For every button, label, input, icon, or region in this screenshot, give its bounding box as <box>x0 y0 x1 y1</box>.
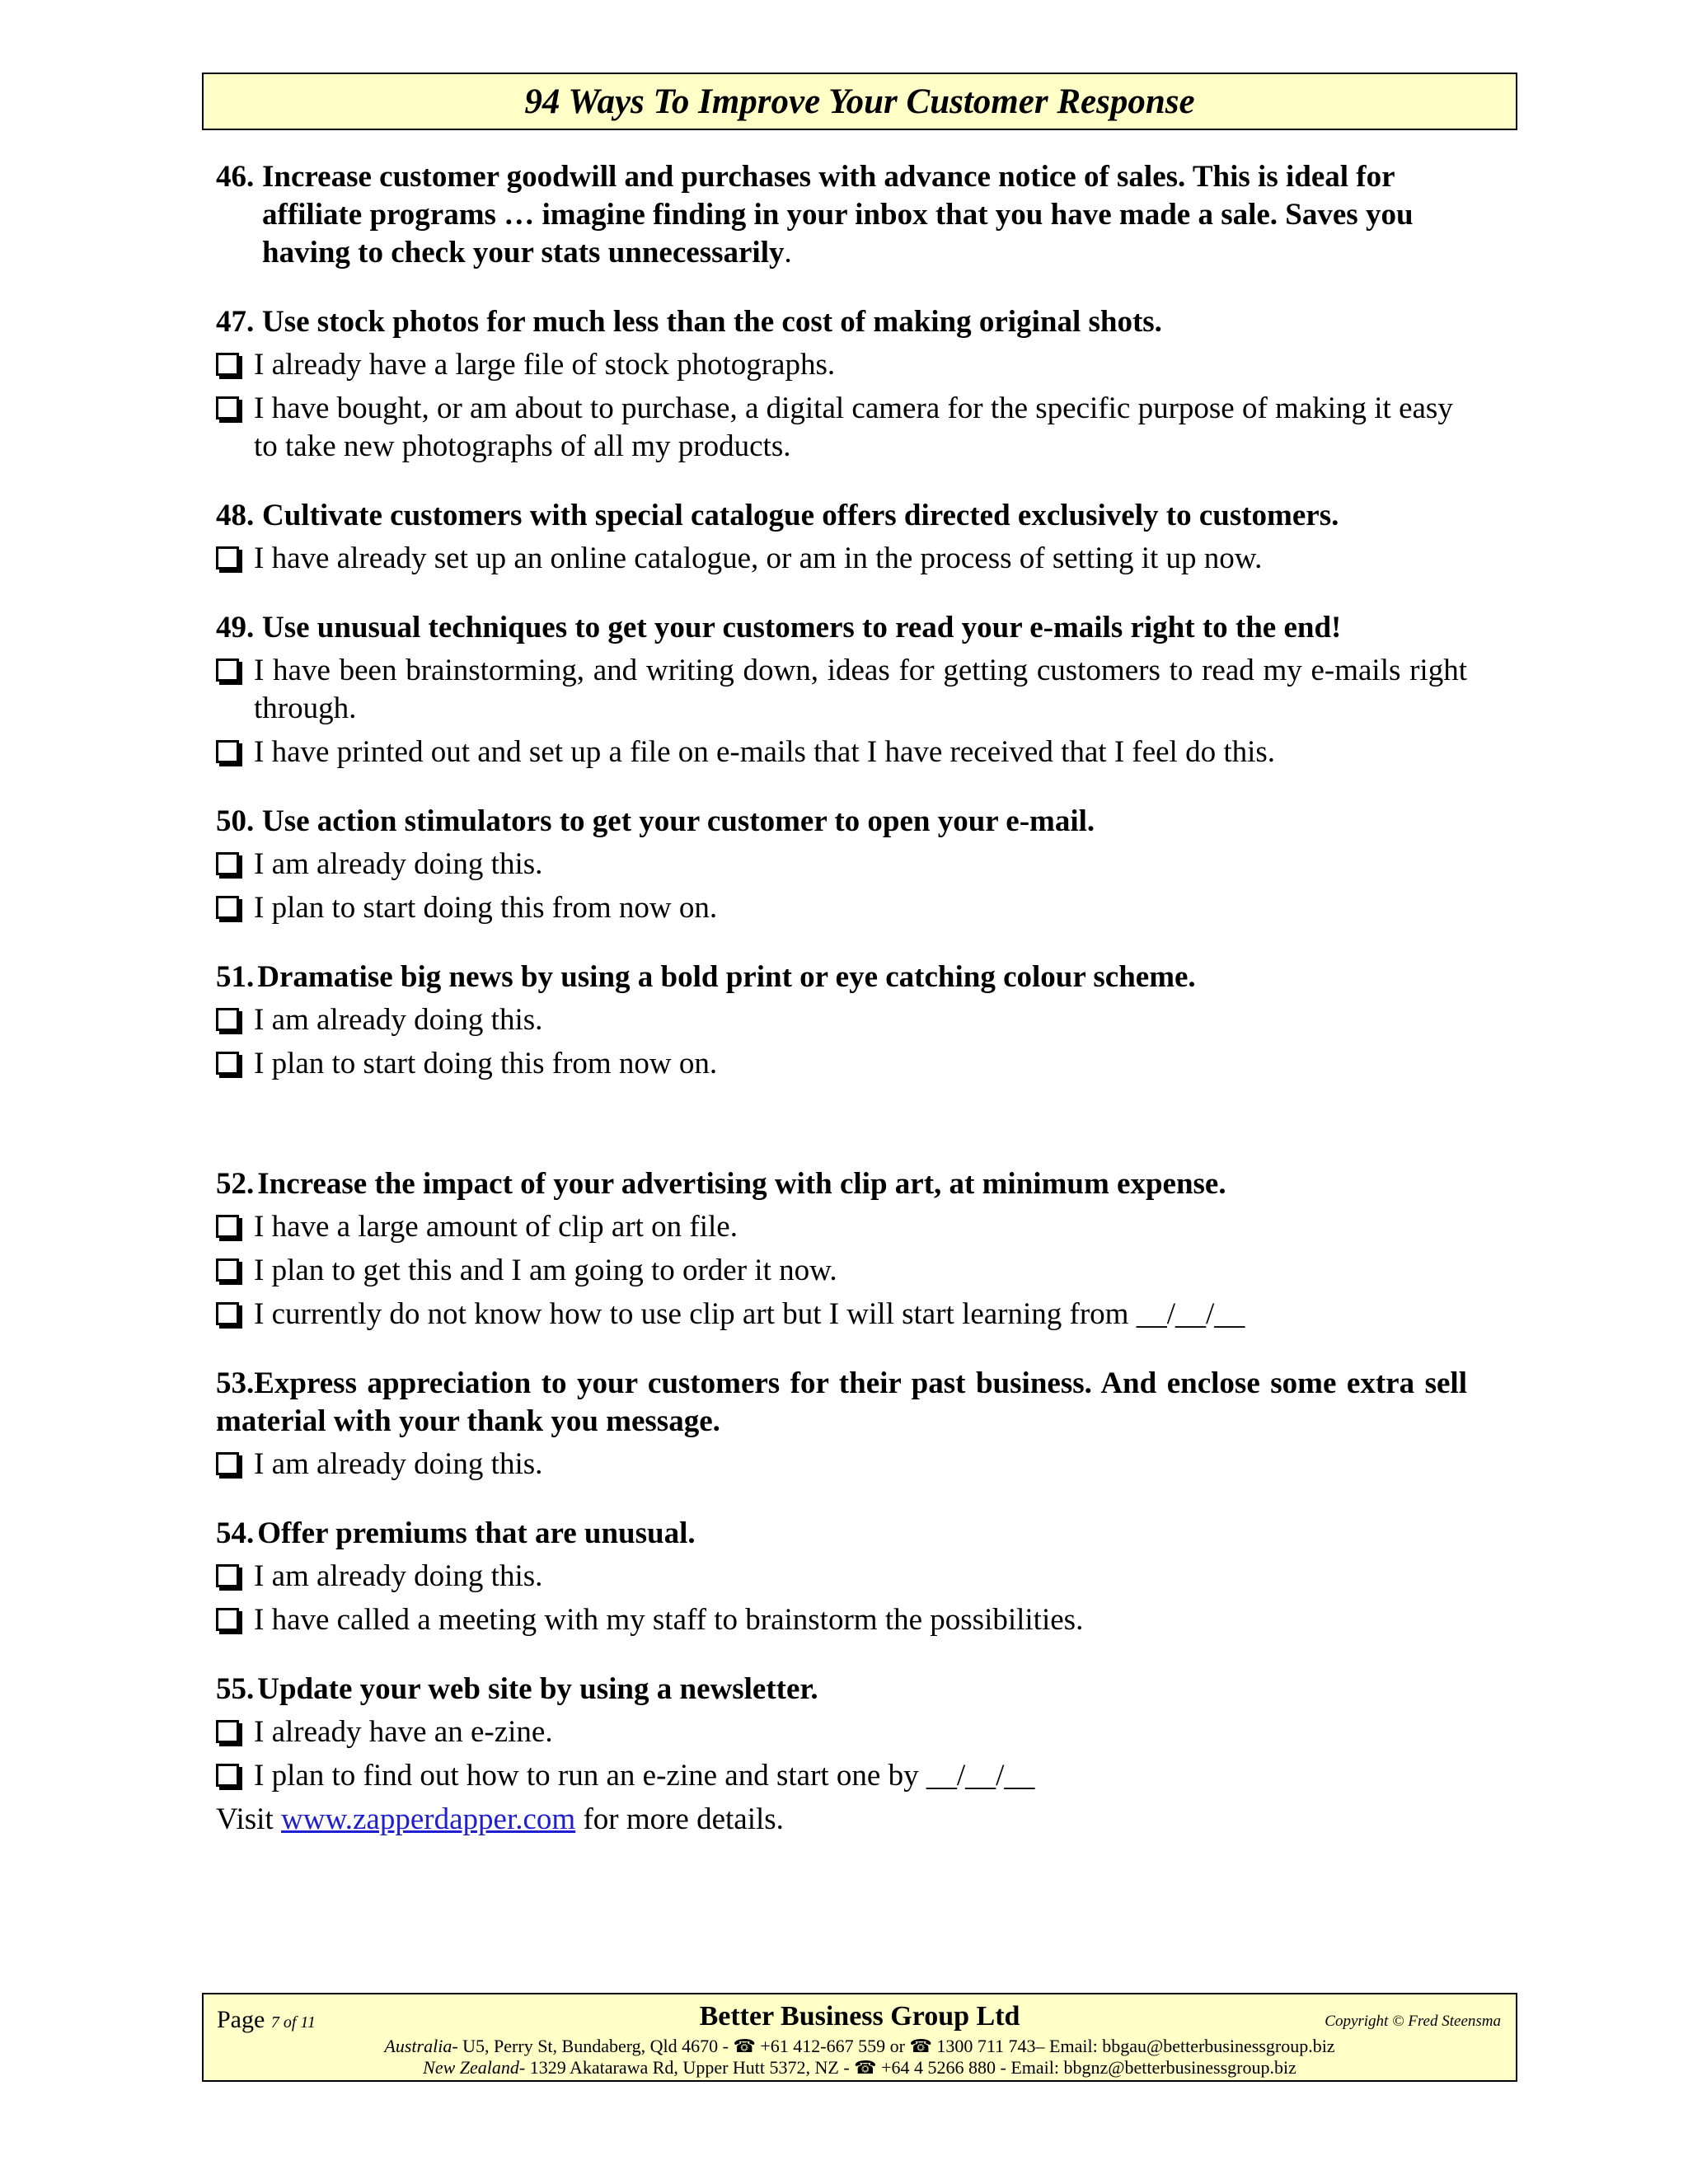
page-header <box>202 73 1517 130</box>
question-number: 48. <box>216 499 255 532</box>
section-50 <box>216 803 1467 927</box>
checklist-content <box>216 158 1467 1870</box>
page-footer <box>202 1993 1517 2082</box>
option-text: I plan to start doing this from now on. <box>254 1047 718 1080</box>
question-text: Increase customer goodwill and purchases with advance notice of sales. This is ideal for affiliate programs … imagine finding in your inbox that you have made a sale. Saves you having to check your stats unnecessarily <box>262 160 1414 269</box>
question-text: Increase the impact of your advertising with clip art, at minimum expense. <box>257 1167 1226 1201</box>
visit-line <box>216 1801 1467 1839</box>
question-number: 47. <box>216 305 255 339</box>
checkbox-option[interactable] <box>216 390 1467 466</box>
checkbox-icon[interactable] <box>216 396 239 419</box>
question <box>216 1165 1467 1203</box>
option-text: I already have a large file of stock photographs. <box>254 348 836 382</box>
question-text: Cultivate customers with special catalogue offers directed exclusively to customers. <box>262 499 1339 532</box>
option-text: I am already doing this. <box>254 1447 543 1481</box>
section-53 <box>216 1365 1467 1483</box>
checkbox-option[interactable] <box>216 846 1467 883</box>
copyright: Copyright © Fred Steensma <box>1325 2013 1501 2030</box>
checkbox-option[interactable] <box>216 540 1467 578</box>
section-51 <box>216 958 1467 1083</box>
question-text: Update your web site by using a newsletter. <box>257 1672 818 1706</box>
question-number: 54. <box>216 1516 255 1550</box>
option-text: I have printed out and set up a file on e-mails that I have received that I feel do this. <box>254 735 1276 769</box>
page-number: 7 of 11 <box>270 2013 316 2032</box>
option-text: I am already doing this. <box>254 1003 543 1037</box>
company-name: Better Business Group Ltd <box>699 2001 1020 2032</box>
section-55 <box>216 1671 1467 1839</box>
option-text: I currently do not know how to use clip art but I will start learning from __/__/__ <box>254 1297 1245 1331</box>
checkbox-option[interactable] <box>216 1558 1467 1596</box>
checkbox-icon[interactable] <box>216 1008 239 1031</box>
checkbox-icon[interactable] <box>216 1052 239 1075</box>
question-text: Offer premiums that are unusual. <box>257 1516 696 1550</box>
checkbox-option[interactable] <box>216 1208 1467 1246</box>
australia-contact <box>204 2036 1516 2057</box>
checkbox-option[interactable] <box>216 1446 1467 1483</box>
checkbox-icon[interactable] <box>216 1608 239 1631</box>
checkbox-option[interactable] <box>216 1296 1467 1333</box>
option-text: I have called a meeting with my staff to brainstorm the possibilities. <box>254 1603 1084 1637</box>
checkbox-icon[interactable] <box>216 1564 239 1587</box>
option-text: I have bought, or am about to purchase, a digital camera for the specific purpose of making it easy to take new photographs of all my products. <box>254 391 1453 463</box>
question-number: 46. <box>216 160 255 194</box>
question-number: 55. <box>216 1672 255 1706</box>
question-number: 50. <box>216 804 255 838</box>
checkbox-option[interactable] <box>216 1001 1467 1039</box>
section-48 <box>216 497 1467 578</box>
section-54 <box>216 1515 1467 1639</box>
visit-prefix: Visit <box>216 1802 281 1836</box>
checkbox-option[interactable] <box>216 1713 1467 1751</box>
option-text: I plan to start doing this from now on. <box>254 891 718 925</box>
checkbox-icon[interactable] <box>216 353 239 376</box>
website-link[interactable]: www.zapperdapper.com <box>281 1802 576 1836</box>
section-52 <box>216 1165 1467 1333</box>
checkbox-icon[interactable] <box>216 896 239 919</box>
question-number: 51. <box>216 960 255 994</box>
question <box>216 1365 1467 1441</box>
checkbox-option[interactable] <box>216 733 1467 771</box>
page-title: 94 Ways To Improve Your Customer Response <box>524 82 1195 121</box>
checkbox-icon[interactable] <box>216 1452 239 1475</box>
new-zealand-details: - 1329 Akatarawa Rd, Upper Hutt 5372, NZ - ☎ +64 4 5266 880 - Email: bbgnz@betterbusinessgroup.biz <box>518 2057 1296 2078</box>
australia-details: - U5, Perry St, Bundaberg, Qld 4670 - ☎ +61 412-667 559 or ☎ 1300 711 743– Email: bbgau@betterbusinessgroup.biz <box>452 2036 1335 2056</box>
checkbox-icon[interactable] <box>216 1215 239 1238</box>
question-text: Use action stimulators to get your customer to open your e-mail. <box>262 804 1095 838</box>
checkbox-option[interactable] <box>216 1252 1467 1290</box>
checkbox-icon[interactable] <box>216 740 239 763</box>
question <box>216 158 1467 272</box>
question-end: . <box>784 236 792 269</box>
checkbox-icon[interactable] <box>216 658 239 682</box>
checkbox-icon[interactable] <box>216 1258 239 1282</box>
checkbox-option[interactable] <box>216 652 1467 728</box>
option-text: I already have an e-zine. <box>254 1715 553 1749</box>
checkbox-icon[interactable] <box>216 1720 239 1743</box>
question-number: 49. <box>216 611 255 644</box>
checkbox-option[interactable] <box>216 1601 1467 1639</box>
checkbox-icon[interactable] <box>216 546 239 569</box>
question <box>216 958 1467 996</box>
question <box>216 1515 1467 1553</box>
section-49 <box>216 609 1467 771</box>
option-text: I plan to find out how to run an e-zine and start one by __/__/__ <box>254 1759 1035 1793</box>
question <box>216 1671 1467 1708</box>
question-text: Express appreciation to your customers for their past business. And enclose some extra sell material with your thank you message. <box>216 1366 1467 1438</box>
question-text: Dramatise big news by using a bold print or eye catching colour scheme. <box>257 960 1196 994</box>
question <box>216 497 1467 535</box>
checkbox-icon[interactable] <box>216 852 239 875</box>
question-text: Use unusual techniques to get your customers to read your e-mails right to the end! <box>262 611 1342 644</box>
question <box>216 303 1467 341</box>
option-text: I have a large amount of clip art on file. <box>254 1210 738 1244</box>
section-46 <box>216 158 1467 272</box>
option-text: I have been brainstorming, and writing down, ideas for getting customers to read my e-mails right through. <box>254 654 1467 725</box>
visit-suffix: for more details. <box>575 1802 784 1836</box>
checkbox-option[interactable] <box>216 346 1467 384</box>
checkbox-option[interactable] <box>216 889 1467 927</box>
new-zealand-label: New Zealand <box>423 2057 519 2078</box>
page-label: Page <box>217 2006 265 2033</box>
question <box>216 803 1467 841</box>
checkbox-option[interactable] <box>216 1757 1467 1795</box>
question-text: Use stock photos for much less than the cost of making original shots. <box>262 305 1162 339</box>
question-number: 53. <box>216 1366 255 1400</box>
section-47 <box>216 303 1467 466</box>
option-text: I am already doing this. <box>254 847 543 881</box>
australia-label: Australia <box>384 2036 452 2056</box>
checkbox-icon[interactable] <box>216 1302 239 1325</box>
option-text: I plan to get this and I am going to order it now. <box>254 1254 837 1287</box>
checkbox-option[interactable] <box>216 1045 1467 1083</box>
checkbox-icon[interactable] <box>216 1764 239 1787</box>
question-number: 52. <box>216 1167 255 1201</box>
option-text: I am already doing this. <box>254 1559 543 1593</box>
option-text: I have already set up an online catalogue, or am in the process of setting it up now. <box>254 541 1263 575</box>
new-zealand-contact <box>204 2057 1516 2079</box>
question <box>216 609 1467 647</box>
